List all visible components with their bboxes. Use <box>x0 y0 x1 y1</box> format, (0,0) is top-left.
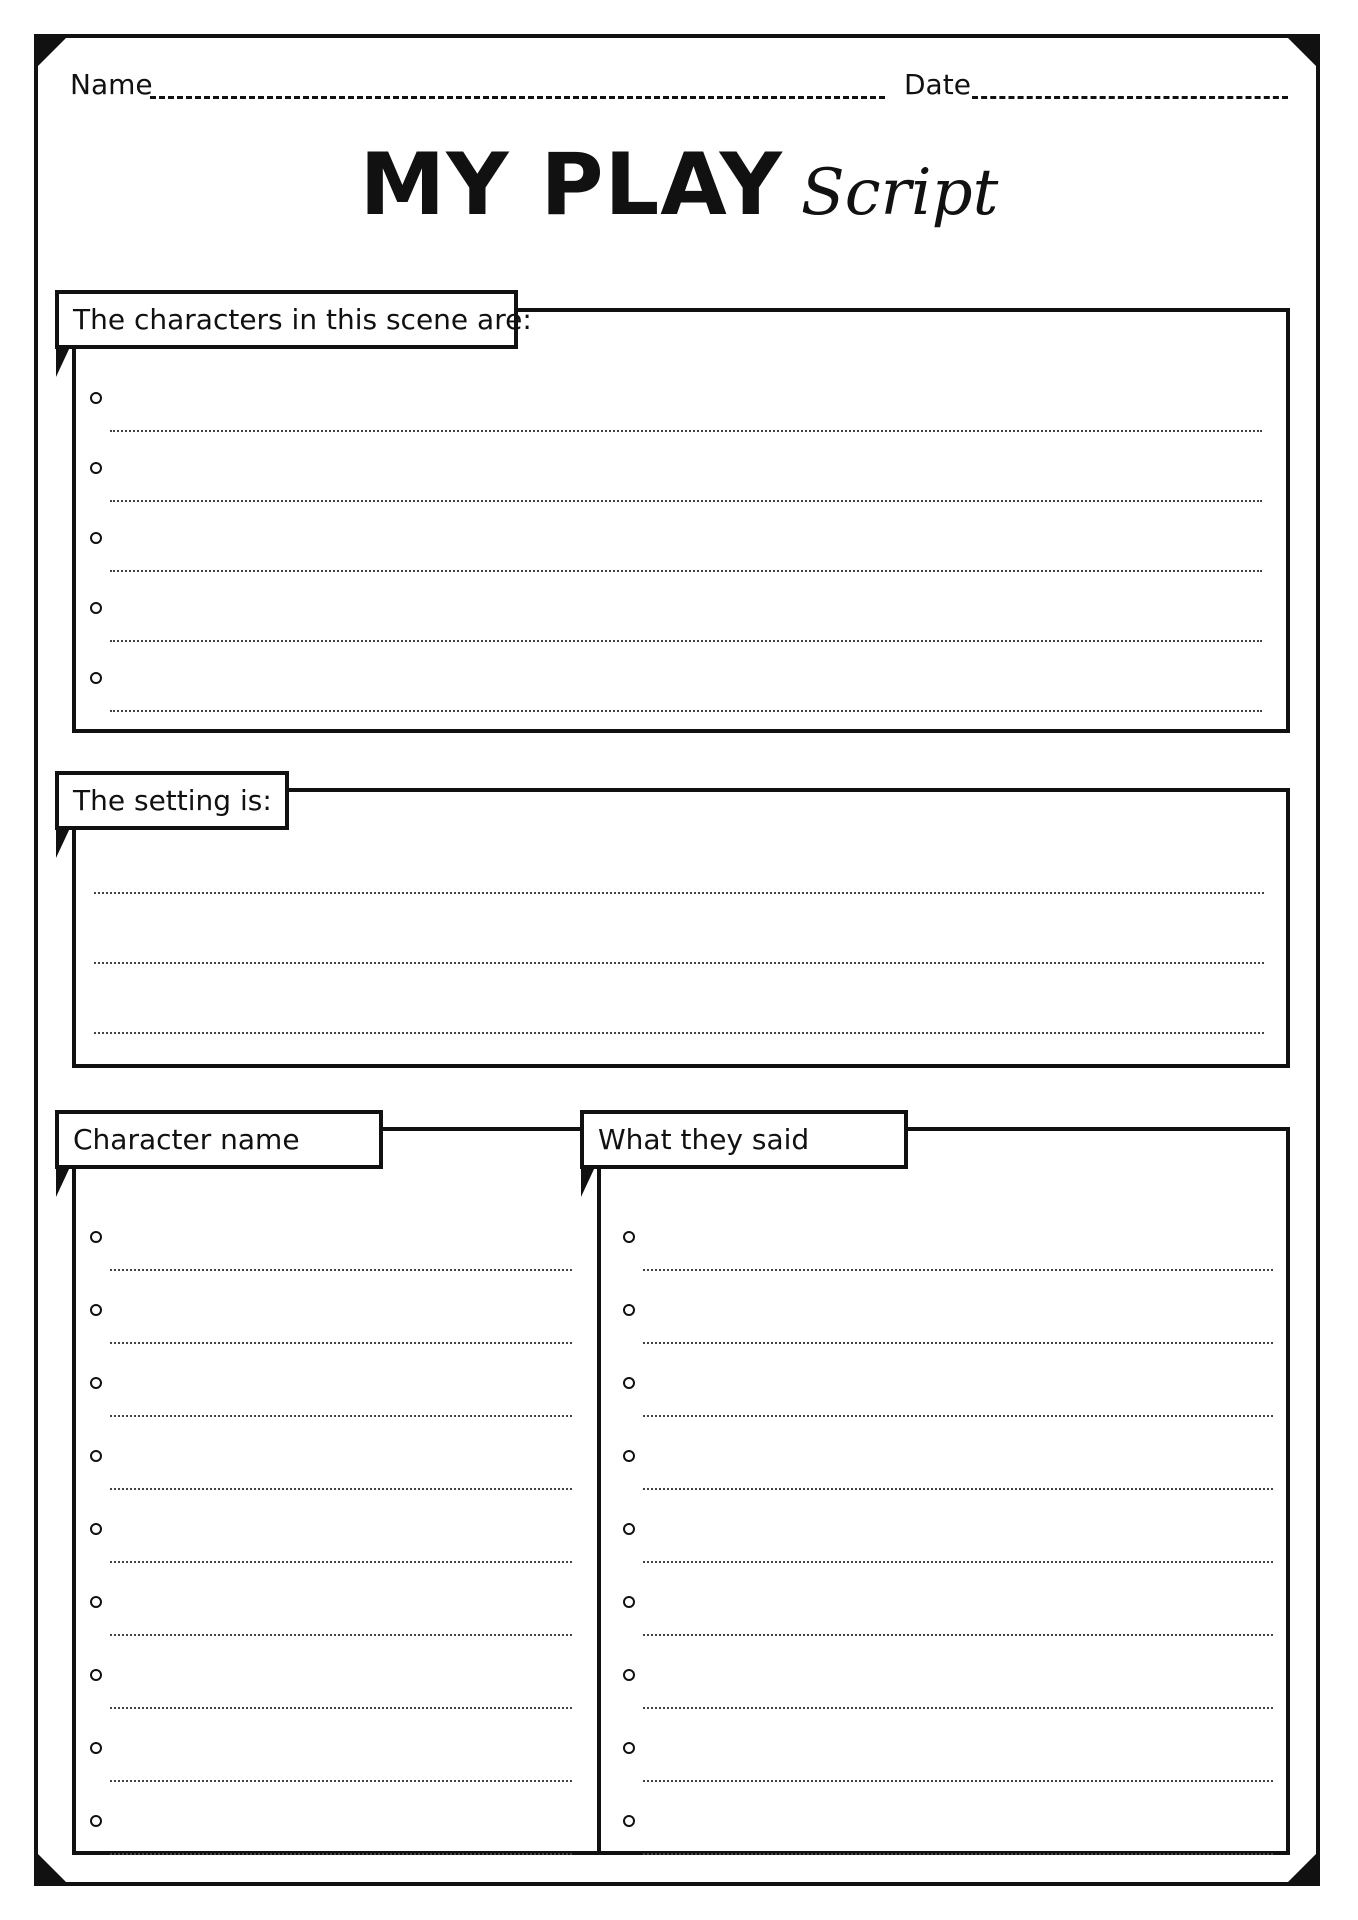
what-they-said-line[interactable] <box>623 1231 1273 1271</box>
corner-ornament-top-left <box>34 34 70 70</box>
dotted-line <box>110 1707 572 1709</box>
character-line[interactable] <box>90 672 1262 712</box>
dotted-line <box>643 1707 1273 1709</box>
corner-ornament-bottom-left <box>34 1850 70 1886</box>
what-they-said-tab <box>580 1110 908 1169</box>
corner-ornament-top-right <box>1284 34 1320 70</box>
character-name-tab <box>55 1110 383 1169</box>
dotted-line <box>110 1634 572 1636</box>
setting-line[interactable] <box>94 962 1264 964</box>
characters-tab-tail <box>56 347 70 377</box>
character-name-line[interactable] <box>90 1596 572 1636</box>
character-line[interactable] <box>90 392 1262 432</box>
character-line[interactable] <box>90 462 1262 502</box>
character-name-line[interactable] <box>90 1523 572 1563</box>
bullet-icon <box>623 1304 635 1316</box>
bullet-icon <box>90 392 102 404</box>
setting-line[interactable] <box>94 1032 1264 1034</box>
character-name-line[interactable] <box>90 1450 572 1490</box>
bullet-icon <box>623 1815 635 1827</box>
character-name-line[interactable] <box>90 1815 572 1855</box>
bullet-icon <box>90 462 102 474</box>
date-label: Date <box>904 68 971 101</box>
character-name-line[interactable] <box>90 1742 572 1782</box>
dotted-line <box>110 640 1262 642</box>
character-name-label: Character name <box>73 1123 300 1156</box>
dotted-line <box>643 1780 1273 1782</box>
what-they-said-line[interactable] <box>623 1596 1273 1636</box>
column-divider <box>597 1131 601 1851</box>
what-they-said-line[interactable] <box>623 1669 1273 1709</box>
what-they-said-line[interactable] <box>623 1304 1273 1344</box>
setting-tab <box>55 771 289 830</box>
bullet-icon <box>623 1596 635 1608</box>
bullet-icon <box>90 1596 102 1608</box>
dialogue-box <box>72 1127 1290 1855</box>
what-they-said-label: What they said <box>598 1123 810 1156</box>
title-script: Script <box>800 156 999 230</box>
dotted-line <box>643 1561 1273 1563</box>
dotted-line <box>643 1415 1273 1417</box>
character-name-line[interactable] <box>90 1304 572 1344</box>
character-name-line[interactable] <box>90 1669 572 1709</box>
date-field[interactable] <box>972 96 1288 99</box>
what-they-said-line[interactable] <box>623 1523 1273 1563</box>
character-line[interactable] <box>90 532 1262 572</box>
bullet-icon <box>90 1377 102 1389</box>
dotted-line <box>643 1342 1273 1344</box>
dotted-line <box>643 1488 1273 1490</box>
character-line[interactable] <box>90 602 1262 642</box>
dotted-line <box>110 710 1262 712</box>
what-they-said-line[interactable] <box>623 1742 1273 1782</box>
dotted-line <box>110 1780 572 1782</box>
bullet-icon <box>90 1304 102 1316</box>
page-title <box>0 135 1358 235</box>
setting-line[interactable] <box>94 892 1264 894</box>
dotted-line <box>110 500 1262 502</box>
character-name-line[interactable] <box>90 1377 572 1417</box>
characters-label: The characters in this scene are: <box>73 303 532 336</box>
bullet-icon <box>623 1669 635 1681</box>
character-name-line[interactable] <box>90 1231 572 1271</box>
what-they-said-line[interactable] <box>623 1450 1273 1490</box>
bullet-icon <box>623 1742 635 1754</box>
corner-ornament-bottom-right <box>1284 1850 1320 1886</box>
bullet-icon <box>90 1669 102 1681</box>
name-field[interactable] <box>150 96 885 99</box>
what-they-said-line[interactable] <box>623 1377 1273 1417</box>
dotted-line <box>110 1488 572 1490</box>
setting-tab-tail <box>56 828 70 858</box>
dotted-line <box>110 1342 572 1344</box>
dotted-line <box>110 1269 572 1271</box>
what-they-said-tab-tail <box>581 1167 595 1197</box>
bullet-icon <box>90 672 102 684</box>
bullet-icon <box>90 602 102 614</box>
bullet-icon <box>90 1742 102 1754</box>
dotted-line <box>110 1415 572 1417</box>
bullet-icon <box>623 1450 635 1462</box>
bullet-icon <box>90 1815 102 1827</box>
setting-label: The setting is: <box>73 784 272 817</box>
dotted-line <box>110 570 1262 572</box>
bullet-icon <box>623 1231 635 1243</box>
bullet-icon <box>90 1523 102 1535</box>
bullet-icon <box>623 1523 635 1535</box>
dotted-line <box>643 1634 1273 1636</box>
dotted-line <box>110 1853 572 1855</box>
characters-box <box>72 308 1290 733</box>
characters-tab <box>55 290 532 349</box>
character-name-tab-tail <box>56 1167 70 1197</box>
dotted-line <box>110 430 1262 432</box>
title-bold: MY PLAY <box>359 135 783 235</box>
what-they-said-line[interactable] <box>623 1815 1273 1855</box>
setting-box <box>72 788 1290 1068</box>
bullet-icon <box>90 1450 102 1462</box>
dotted-line <box>643 1853 1273 1855</box>
dotted-line <box>643 1269 1273 1271</box>
bullet-icon <box>623 1377 635 1389</box>
bullet-icon <box>90 532 102 544</box>
name-label: Name <box>70 68 153 101</box>
bullet-icon <box>90 1231 102 1243</box>
dotted-line <box>110 1561 572 1563</box>
